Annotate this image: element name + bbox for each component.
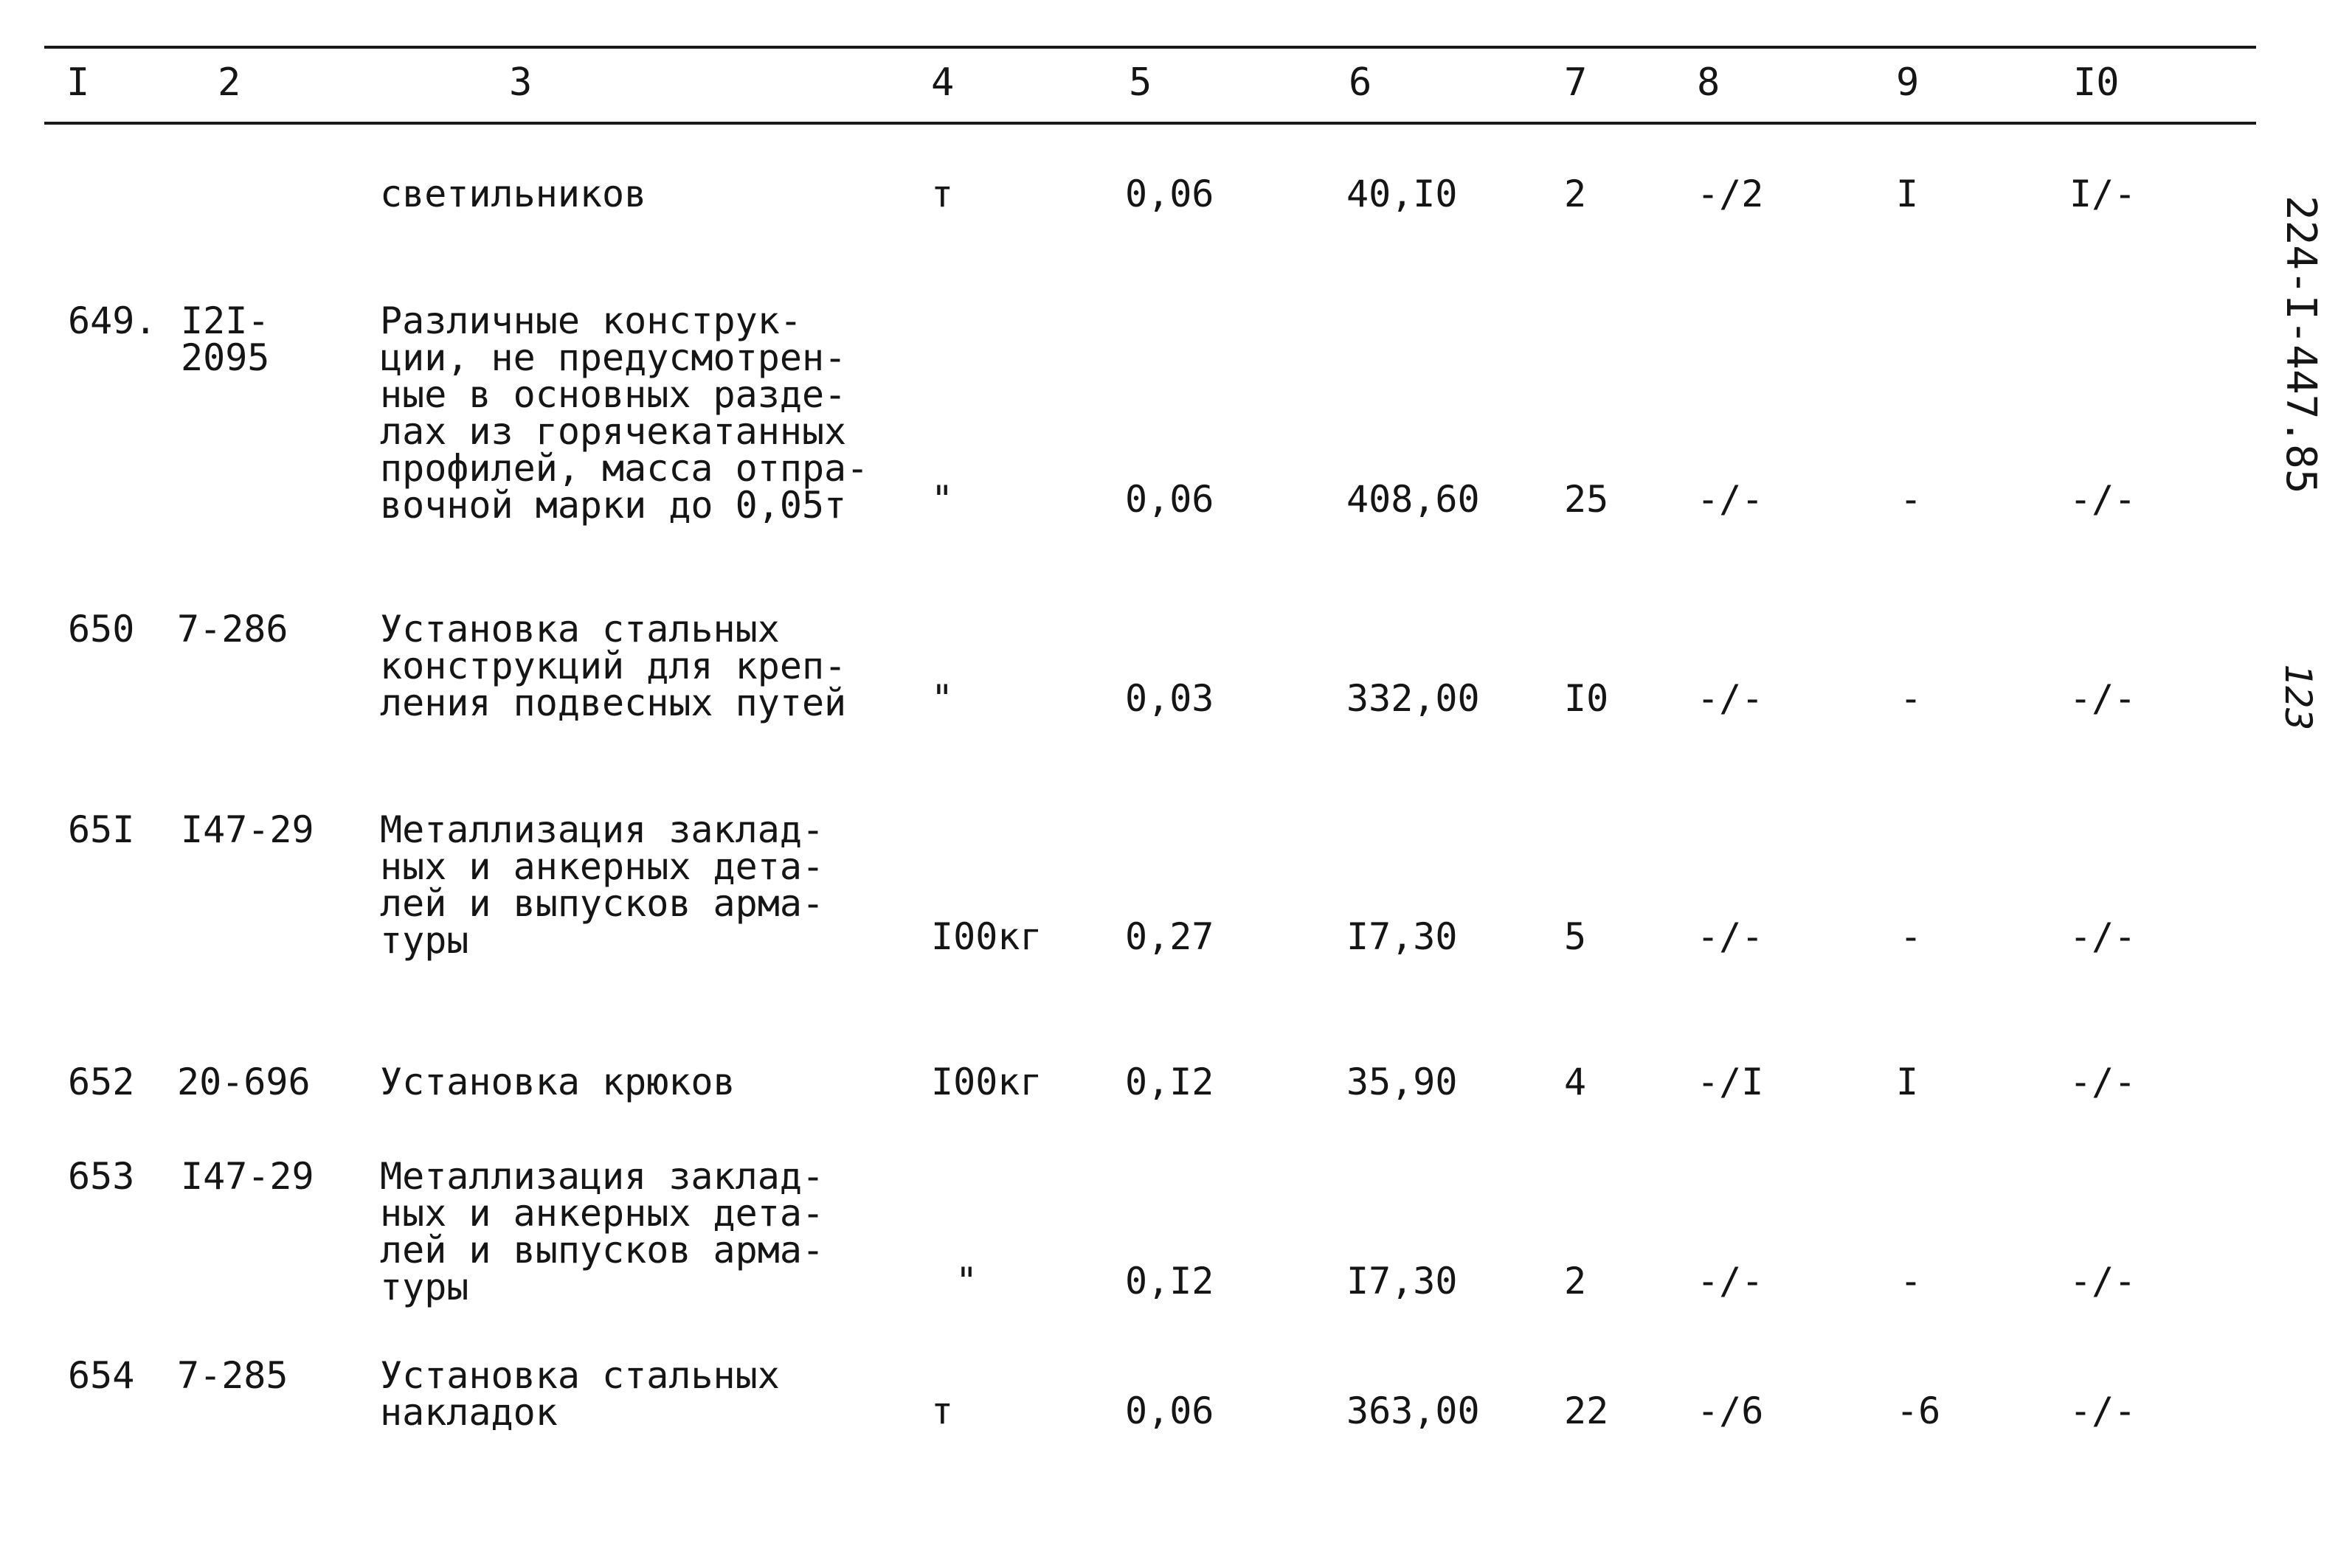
row-col7: 25: [1564, 478, 1609, 521]
row-price: 332,00: [1346, 677, 1480, 720]
row-quantity: 0,I2: [1125, 1061, 1214, 1103]
col-header-9: 9: [1896, 60, 1920, 105]
row-col8: -/-: [1697, 478, 1764, 521]
row-col10: -/-: [2069, 677, 2137, 720]
row-unit: т: [931, 173, 954, 215]
col-header-2: 2: [218, 60, 241, 105]
col-header-10: I0: [2073, 60, 2120, 105]
row-quantity: 0,06: [1125, 173, 1214, 215]
col-header-5: 5: [1129, 60, 1152, 105]
header-top-rule: [44, 46, 2256, 49]
document-code: 224-I-447.85: [2277, 195, 2325, 494]
row-unit: т: [931, 1390, 954, 1432]
row-number: 65I: [68, 808, 135, 851]
row-unit: I00кг: [931, 915, 1042, 958]
row-quantity: 0,06: [1125, 478, 1214, 521]
row-quantity: 0,I2: [1125, 1260, 1214, 1302]
row-code: 7-285: [177, 1354, 288, 1397]
row-code: I47-29: [181, 1155, 314, 1198]
col-header-4: 4: [931, 60, 955, 105]
row-col7: I0: [1564, 677, 1609, 720]
row-col10: I/-: [2069, 173, 2137, 215]
row-price: I7,30: [1346, 1260, 1458, 1302]
row-description: Установка стальных конструкций для креп- ления подвесных путей: [380, 608, 847, 724]
row-price: 363,00: [1346, 1390, 1480, 1432]
row-code: 20-696: [177, 1061, 311, 1103]
row-col9: -: [1900, 1260, 1923, 1302]
row-col8: -/2: [1697, 173, 1764, 215]
row-quantity: 0,03: [1125, 677, 1214, 720]
col-header-7: 7: [1564, 60, 1588, 105]
row-col9: -: [1900, 478, 1923, 521]
row-description: Металлизация заклад- ных и анкерных дета- лей и выпусков арма- туры: [380, 1155, 825, 1308]
row-number: 652: [68, 1061, 135, 1103]
row-col9: I: [1896, 1061, 1919, 1103]
col-header-8: 8: [1697, 60, 1720, 105]
row-code: I2I- 2095: [181, 299, 270, 379]
row-unit: ": [931, 478, 954, 521]
row-col9: -6: [1896, 1390, 1941, 1432]
row-description: Установка крюков: [380, 1061, 736, 1103]
row-code: 7-286: [177, 608, 288, 651]
row-unit: ": [955, 1260, 978, 1302]
row-description: Различные конструк- ции, не предусмотрен- ные в основных разде- лах из горячекатанных профилей, масса отпра- вочной марки до 0,05т: [380, 299, 869, 527]
row-description: Установка стальных накладок: [380, 1354, 780, 1434]
row-quantity: 0,06: [1125, 1390, 1214, 1432]
row-number: 654: [68, 1354, 135, 1397]
row-col9: -: [1900, 677, 1923, 720]
col-header-1: I: [66, 60, 90, 105]
row-col9: I: [1896, 173, 1919, 215]
row-col10: -/-: [2069, 915, 2137, 958]
row-col8: -/-: [1697, 677, 1764, 720]
row-unit: ": [931, 677, 954, 720]
row-price: 408,60: [1346, 478, 1480, 521]
row-quantity: 0,27: [1125, 915, 1214, 958]
row-number: 650: [68, 608, 135, 651]
row-number: 653: [68, 1155, 135, 1198]
header-bottom-rule: [44, 122, 2256, 125]
row-col8: -/I: [1697, 1061, 1764, 1103]
row-price: 35,90: [1346, 1061, 1458, 1103]
row-col8: -/6: [1697, 1390, 1764, 1432]
row-col7: 4: [1564, 1061, 1587, 1103]
row-description: светильников: [380, 173, 647, 215]
row-col10: -/-: [2069, 478, 2137, 521]
row-col10: -/-: [2069, 1061, 2137, 1103]
page-number: 123: [2277, 664, 2320, 731]
row-col9: -: [1900, 915, 1923, 958]
col-header-6: 6: [1349, 60, 1372, 105]
row-col7: 2: [1564, 1260, 1587, 1302]
row-col7: 22: [1564, 1390, 1609, 1432]
row-code: I47-29: [181, 808, 314, 851]
row-description: Металлизация заклад- ных и анкерных дета- лей и выпусков арма- туры: [380, 808, 825, 962]
row-unit: I00кг: [931, 1061, 1042, 1103]
row-col7: 5: [1564, 915, 1587, 958]
row-col7: 2: [1564, 173, 1587, 215]
row-col10: -/-: [2069, 1260, 2137, 1302]
row-col8: -/-: [1697, 1260, 1764, 1302]
row-col8: -/-: [1697, 915, 1764, 958]
row-price: 40,I0: [1346, 173, 1458, 215]
row-price: I7,30: [1346, 915, 1458, 958]
row-col10: -/-: [2069, 1390, 2137, 1432]
col-header-3: 3: [509, 60, 533, 105]
row-number: 649.: [68, 299, 157, 342]
